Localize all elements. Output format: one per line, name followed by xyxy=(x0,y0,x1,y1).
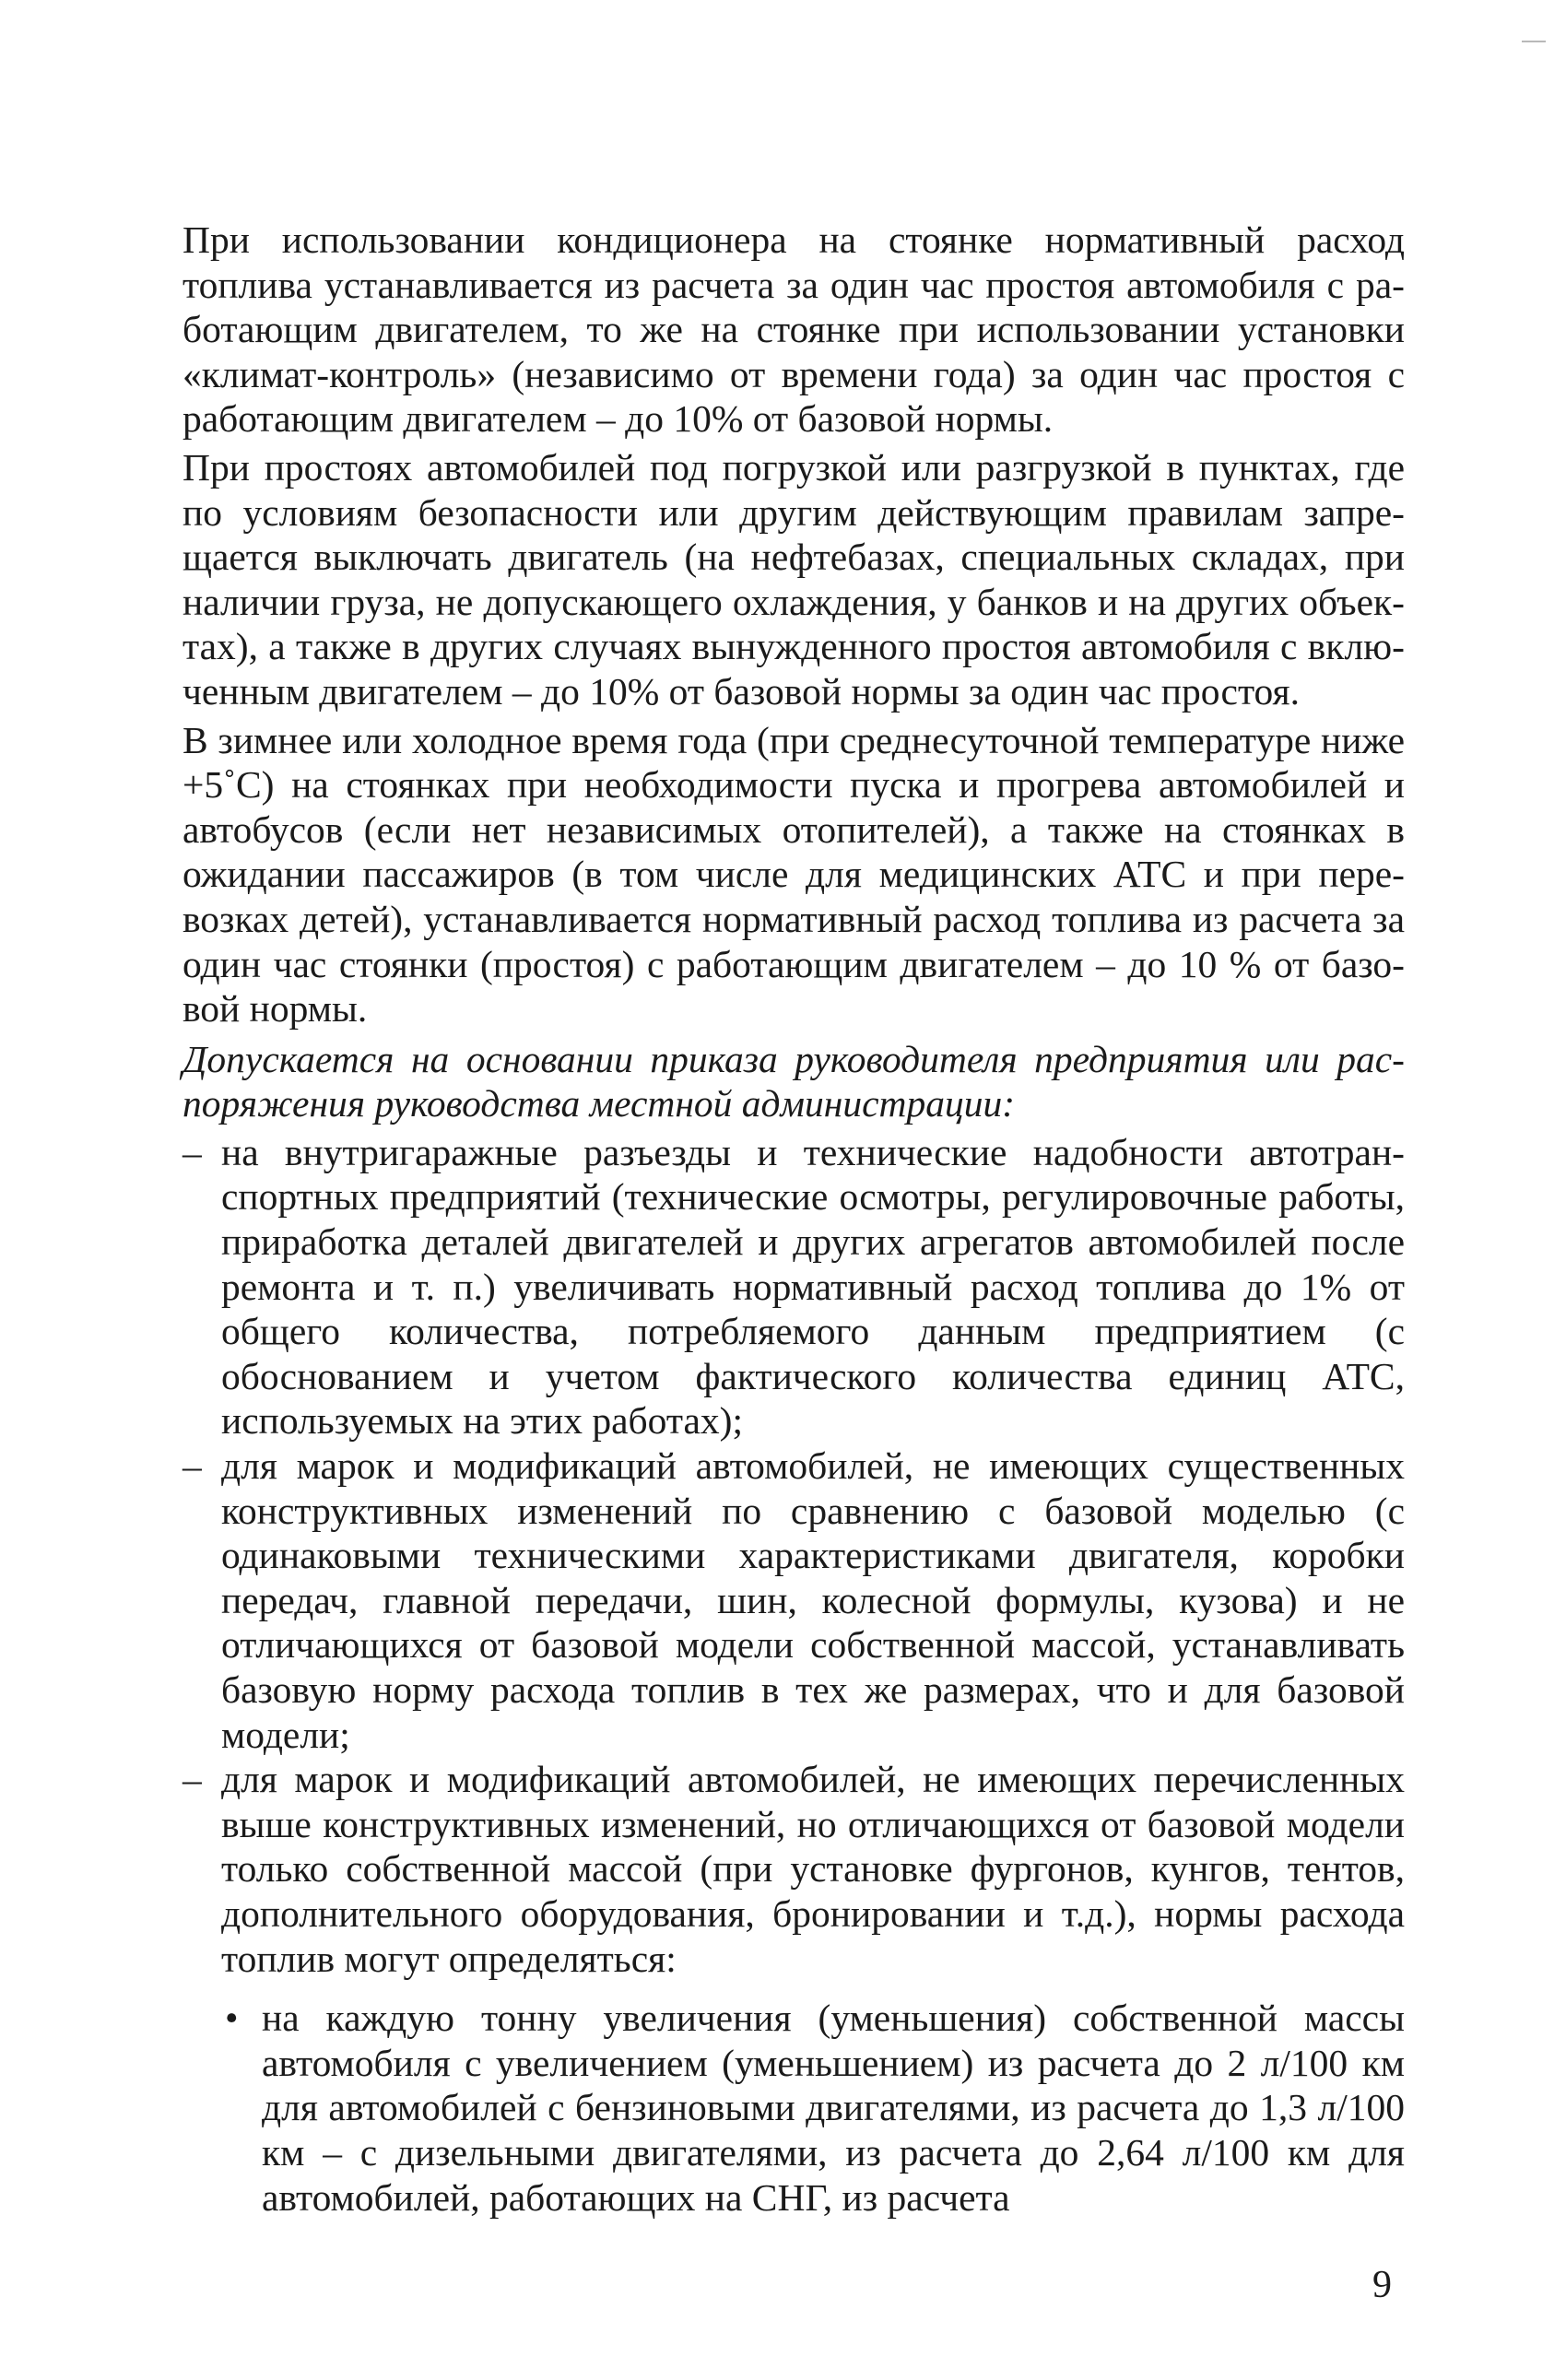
list-item-text: на каждую тонну увеличения (уменьшения) собственной массы автомобиля с увеличением (уменьшением) из расчета до 2 л/100 км для автомобилей с бензиновыми двигателями, из расчета до 1,3 л/100 км – с дизельными двигателями, из расчета до 2,64 л/100 км для автомобилей, работающих на СНГ, из расчета xyxy=(262,1997,1405,2219)
list-item-text: для марок и модификаций автомобилей, не имеющих перечисленных выше конструктивных изменений, но отличающихся от базовой модели только собственной массой (при установке фургонов, кунгов, тентов, дополнительного оборудования, бронировании и т.д.), нормы расхода топлив могут определяться: xyxy=(221,1758,1405,1980)
dash-icon: – xyxy=(183,1444,202,1488)
document-page xyxy=(183,218,1405,2220)
dash-icon: – xyxy=(183,1758,202,1801)
bullet-icon: • xyxy=(225,1997,239,2040)
dash-list xyxy=(183,1130,1405,2220)
paragraph-winter-idle: В зимнее или холодное время года (при среднесуточной температуре ниже +5˚С) на стоянках при необходимости пуска и прогрева автомобилей и автобусов (если нет независимых отопителей), а также на стоянках в ожидании пассажиров (в том числе для медицинских АТС и при перевозках детей), устанавливается нормативный расход топлива из расчета за один час стоянки (простоя) с работающим двигателем – до 10 % от базовой нормы. xyxy=(183,718,1405,1031)
paragraph-loading-idle: При простоях автомобилей под погрузкой или разгрузкой в пунктах, где по условиям безопасности или другим действующим правилам запрещается выключать двигатель (на нефтебазах, специальных складах, при наличии груза, не допускающего охлаждения, у банков и на других объектах), а также в других случаях вынужденного простоя автомобиля с включенным двигателем – до 10% от базовой нормы за один час простоя. xyxy=(183,445,1405,713)
scan-edge-mark xyxy=(1522,41,1546,42)
list-item xyxy=(183,1130,1405,1443)
list-item xyxy=(221,1996,1405,2220)
list-item xyxy=(183,1443,1405,1757)
list-item xyxy=(183,1757,1405,2220)
list-item-text: для марок и модификаций автомобилей, не имеющих существенных конструктивных изменений по сравнению с базовой моделью (с одинаковыми техническими характеристиками двигателя, коробки передач, главной передачи, шин, колесной формулы, кузова) и не отличающихся от базовой модели собственной массой, устанавливать базовую норму расхода топлив в тех же размерах, что и для базовой модели; xyxy=(221,1444,1405,1756)
list-item-text: на внутригаражные разъезды и технические надобности автотранспортных предприятий (технические осмотры, регулировочные работы, приработка деталей двигателей и других агрегатов автомобилей после ремонта и т. п.) увеличивать нормативный расход топлива до 1% от общего количества, потребляемого данным предприятием (с обоснованием и учетом фактического количества единиц АТС, используемых на этих работах); xyxy=(221,1130,1405,1443)
dash-icon: – xyxy=(183,1130,202,1173)
paragraph-air-conditioner: При использовании кондиционера на стоянке нормативный расход топлива устанавливается из расчета за один час простоя автомобиля с работающим двигателем, то же на стоянке при использовании установки «климат-контроль» (независимо от времени года) за один час простоя с работающим двигателем – до 10% от базовой нормы. xyxy=(183,218,1405,441)
italic-intro: Допускается на основании приказа руководителя предприятия или распоряжения руководства местной администрации: xyxy=(183,1037,1405,1125)
bullet-list xyxy=(221,1996,1405,2220)
page-number: 9 xyxy=(1372,2264,1392,2306)
